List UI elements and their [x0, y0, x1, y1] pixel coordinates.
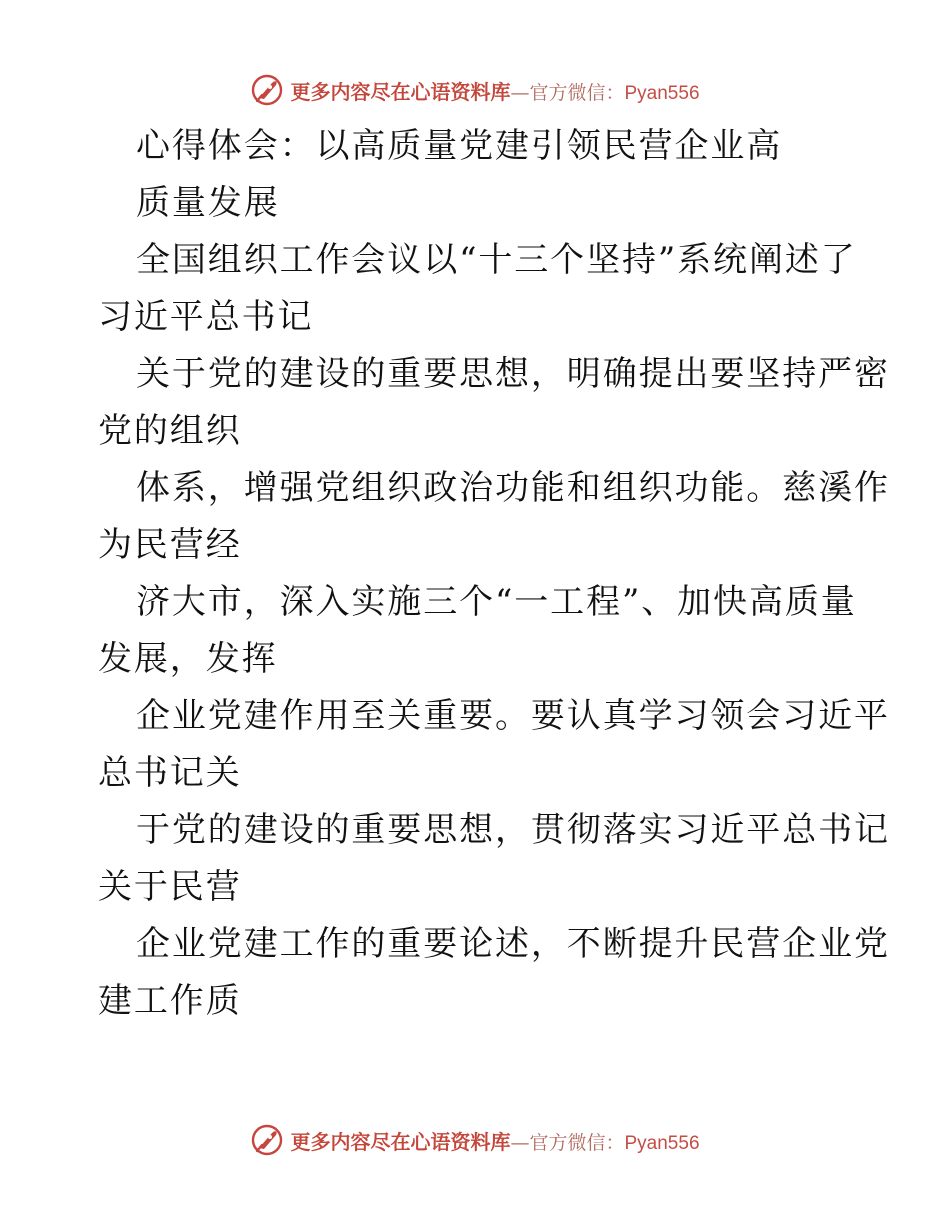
text-line: 质量发展 [136, 183, 280, 223]
text-line: 济大市，深入实施三个“一工程”、加快高质量 [136, 582, 857, 622]
footer-banner [0, 1120, 950, 1160]
header-banner-label: 官方微信： [529, 81, 625, 104]
header-banner [0, 70, 950, 110]
text-line: 关于党的建设的重要思想，明确提出要坚持严密 [136, 354, 890, 394]
footer-banner-sep: — [510, 1131, 530, 1154]
footer-banner-label: 官方微信： [529, 1131, 625, 1154]
text-line: 发展，发挥 [98, 639, 278, 679]
text-line: 于党的建设的重要思想，贯彻落实习近平总书记 [136, 810, 890, 850]
text-line: 总书记关 [98, 753, 242, 793]
footer-banner-text [290, 1126, 699, 1155]
text-line: 全国组织工作会议以“十三个坚持”系统阐述了 [136, 240, 857, 280]
text-line: 党的组织 [98, 411, 242, 451]
document-body [98, 118, 890, 1030]
text-line: 企业党建作用至关重要。要认真学习领会习近平 [136, 696, 890, 736]
header-banner-text [290, 76, 699, 105]
text-line: 企业党建工作的重要论述，不断提升民营企业党 [136, 924, 890, 964]
text-line: 关于民营 [98, 867, 242, 907]
text-line: 习近平总书记 [98, 297, 314, 337]
footer-banner-id: Pyan556 [624, 1132, 700, 1154]
header-banner-main: 更多内容尽在心语资料库 [290, 79, 511, 104]
text-line: 建工作质 [98, 981, 242, 1021]
text-line: 心得体会：以高质量党建引领民营企业高 [136, 126, 783, 166]
footer-banner-main: 更多内容尽在心语资料库 [290, 1129, 511, 1154]
header-banner-sep: — [510, 81, 530, 104]
text-line: 体系，增强党组织政治功能和组织功能。慈溪作 [136, 468, 890, 508]
text-line: 为民营经 [98, 525, 242, 565]
header-banner-id: Pyan556 [624, 82, 700, 104]
quill-pen-logo-icon [250, 1123, 284, 1157]
quill-pen-logo-icon [250, 73, 284, 107]
